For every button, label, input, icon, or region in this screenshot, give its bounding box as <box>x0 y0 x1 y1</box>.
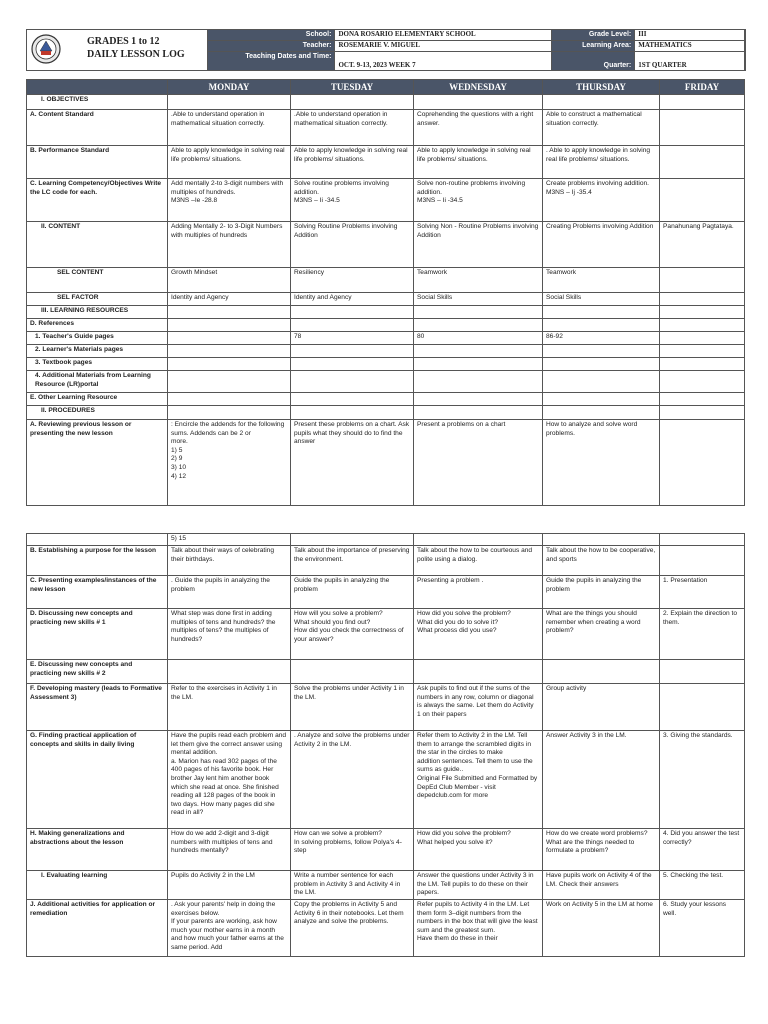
cell-monday <box>168 345 291 358</box>
cell-thursday: How to analyze and solve word problems. <box>543 420 660 506</box>
cell-wednesday: Talk about the how to be courteous and polite using a dialog. <box>414 546 543 576</box>
row-label: SEL FACTOR <box>27 293 168 306</box>
row-label: B. Performance Standard <box>27 146 168 179</box>
row-label: A. Content Standard <box>27 110 168 146</box>
cell-monday: . Ask your parents' help in doing the exercises below. If your parents are working, ask how much your mother earns in a month and how much your father earns at the same period. Add <box>168 900 291 957</box>
cell-thursday: Group activity <box>543 684 660 731</box>
lesson-table-part2 <box>26 533 745 957</box>
cell-tuesday: Solve the problems under Activity 1 in the LM. <box>291 684 414 731</box>
cell-wednesday <box>414 306 543 319</box>
table2-row <box>27 546 745 576</box>
row-label: C. Learning Competency/Objectives Write the LC code for each. <box>27 179 168 222</box>
table1-row <box>27 293 745 306</box>
cell-monday <box>168 660 291 684</box>
cell-friday <box>660 393 745 406</box>
cell-friday: 1. Presentation <box>660 576 745 609</box>
day-header-monday: MONDAY <box>168 80 291 95</box>
row-label: C. Presenting examples/instances of the new lesson <box>27 576 168 609</box>
cell-thursday: What are the things you should remember when creating a word problem? <box>543 609 660 660</box>
row-label: SEL CONTENT <box>27 268 168 293</box>
table1-row <box>27 306 745 319</box>
cell-tuesday: Identity and Agency <box>291 293 414 306</box>
cell-wednesday <box>414 660 543 684</box>
cell-wednesday <box>414 95 543 110</box>
grade-value: III <box>635 30 745 41</box>
cell-tuesday: Talk about the importance of preserving the environment. <box>291 546 414 576</box>
cell-thursday <box>543 319 660 332</box>
cell-monday <box>168 393 291 406</box>
day-header-row <box>27 80 745 95</box>
cell-thursday: Create problems involving addition. M3NS – Ij -35.4 <box>543 179 660 222</box>
deped-seal-logo <box>31 32 61 66</box>
dates-label: Teaching Dates and Time: <box>208 52 335 71</box>
cell-friday: 2. Explain the direction to them. <box>660 609 745 660</box>
cell-wednesday: Teamwork <box>414 268 543 293</box>
cell-thursday <box>543 406 660 420</box>
table1-row <box>27 319 745 332</box>
cell-wednesday: Solve non-routine problems involving addition. M3NS – Ii -34.5 <box>414 179 543 222</box>
cell-friday <box>660 293 745 306</box>
cell-monday: Able to apply knowledge in solving real life problems/ situations. <box>168 146 291 179</box>
cell-monday <box>168 332 291 345</box>
cell-thursday <box>543 306 660 319</box>
table2-row <box>27 609 745 660</box>
cell-monday <box>168 371 291 393</box>
cell-tuesday: .Able to understand operation in mathematical situation correctly. <box>291 110 414 146</box>
header-info-table <box>207 29 745 71</box>
cell-monday: Pupils do Activity 2 in the LM <box>168 871 291 900</box>
cell-friday: 5. Checking the test. <box>660 871 745 900</box>
row-label: E. Discussing new concepts and practicing new skills # 2 <box>27 660 168 684</box>
cell-thursday: Able to construct a mathematical situation correctly. <box>543 110 660 146</box>
row-label: I. OBJECTIVES <box>27 95 168 110</box>
day-header-thursday: THURSDAY <box>543 80 660 95</box>
cell-friday <box>660 406 745 420</box>
cell-monday: . Guide the pupils in analyzing the problem <box>168 576 291 609</box>
table1-row <box>27 358 745 371</box>
row-label: H. Making generalizations and abstractions about the lesson <box>27 829 168 871</box>
table2-row <box>27 534 745 546</box>
cell-friday: Panahunang Pagtataya. <box>660 222 745 268</box>
cell-thursday <box>543 345 660 358</box>
teacher-value: ROSEMARIE V. MIGUEL <box>335 41 551 52</box>
cell-wednesday: Solving Non - Routine Problems involving Addition <box>414 222 543 268</box>
cell-monday: Identity and Agency <box>168 293 291 306</box>
cell-friday <box>660 179 745 222</box>
cell-monday <box>168 358 291 371</box>
row-label: 2. Learner's Materials pages <box>27 345 168 358</box>
row-label: I. Evaluating learning <box>27 871 168 900</box>
cell-tuesday <box>291 371 414 393</box>
cell-friday: 3. Giving the standards. <box>660 731 745 829</box>
cell-tuesday: 78 <box>291 332 414 345</box>
cell-friday: 4. Did you answer the test correctly? <box>660 829 745 871</box>
cell-monday: : Encircle the addends for the following sums. Addends can be 2 or more. 1) 5 2) 9 3) 10 4) 12 <box>168 420 291 506</box>
cell-wednesday <box>414 319 543 332</box>
cell-monday <box>168 95 291 110</box>
cell-thursday: Talk about the how to be cooperative, and sports <box>543 546 660 576</box>
row-label: A. Reviewing previous lesson or presenting the new lesson <box>27 420 168 506</box>
cell-tuesday <box>291 306 414 319</box>
table2-row <box>27 871 745 900</box>
cell-thursday: Work on Activity 5 in the LM at home <box>543 900 660 957</box>
cell-thursday: . Able to apply knowledge in solving real life problems/ situations. <box>543 146 660 179</box>
table1-row <box>27 406 745 420</box>
cell-thursday: Guide the pupils in analyzing the problem <box>543 576 660 609</box>
cell-monday: Add mentally 2-to 3-digit numbers with multiples of hundreds. M3NS –Ie -28.8 <box>168 179 291 222</box>
row-label: F. Developing mastery (leads to Formative Assessment 3) <box>27 684 168 731</box>
day-header-friday: FRIDAY <box>660 80 745 95</box>
row-label: 3. Textbook pages <box>27 358 168 371</box>
cell-tuesday: Solving Routine Problems involving Addition <box>291 222 414 268</box>
cell-friday <box>660 110 745 146</box>
cell-wednesday: Presenting a problem . <box>414 576 543 609</box>
row-label: E. Other Learning Resource <box>27 393 168 406</box>
row-label: G. Finding practical application of concepts and skills in daily living <box>27 731 168 829</box>
row-label: J. Additional activities for application or remediation <box>27 900 168 957</box>
cell-wednesday: Present a problems on a chart <box>414 420 543 506</box>
cell-wednesday: How did you solve the problem? What did you do to solve it? What process did you use? <box>414 609 543 660</box>
cell-thursday <box>543 358 660 371</box>
table1-row <box>27 110 745 146</box>
doc-title-log: DAILY LESSON LOG <box>87 49 185 60</box>
cell-tuesday <box>291 358 414 371</box>
cell-tuesday: Able to apply knowledge in solving real life problems/ situations. <box>291 146 414 179</box>
cell-tuesday: Solve routine problems involving addition. M3NS – Ii -34.5 <box>291 179 414 222</box>
cell-thursday: Answer Activity 3 in the LM. <box>543 731 660 829</box>
table1-row <box>27 420 745 506</box>
row-label: II. CONTENT <box>27 222 168 268</box>
row-label: III. LEARNING RESOURCES <box>27 306 168 319</box>
table2-row <box>27 731 745 829</box>
cell-tuesday <box>291 406 414 420</box>
table2-row <box>27 900 745 957</box>
table1-row <box>27 345 745 358</box>
cell-thursday <box>543 660 660 684</box>
doc-title-grades: GRADES 1 to 12 <box>87 36 160 47</box>
table1-row <box>27 95 745 110</box>
cell-thursday <box>543 393 660 406</box>
table1-row <box>27 146 745 179</box>
cell-wednesday <box>414 534 543 546</box>
cell-friday <box>660 306 745 319</box>
row-label: 4. Additional Materials from Learning Resource (LR)portal <box>27 371 168 393</box>
cell-thursday <box>543 534 660 546</box>
grade-label: Grade Level: <box>551 30 635 41</box>
cell-tuesday <box>291 319 414 332</box>
cell-tuesday <box>291 393 414 406</box>
cell-monday: Refer to the exercises in Activity 1 in the LM. <box>168 684 291 731</box>
cell-monday <box>168 306 291 319</box>
cell-friday <box>660 146 745 179</box>
cell-monday: What step was done first in adding multiples of tens and hundreds? the multiples of tens? the multiples of hundreds? <box>168 609 291 660</box>
row-label: D. Discussing new concepts and practicing new skills # 1 <box>27 609 168 660</box>
cell-wednesday: Ask pupils to find out if the sums of the numbers in any row, column or diagonal is always the same. Let them do Activity 1 on their papers <box>414 684 543 731</box>
school-value: DONA ROSARIO ELEMENTARY SCHOOL <box>335 30 551 41</box>
cell-thursday: Creating Problems involving Addition <box>543 222 660 268</box>
cell-wednesday <box>414 345 543 358</box>
cell-friday <box>660 332 745 345</box>
row-label: B. Establishing a purpose for the lesson <box>27 546 168 576</box>
cell-tuesday: Write a number sentence for each problem in Activity 3 and Activity 4 in the LM. <box>291 871 414 900</box>
cell-friday <box>660 546 745 576</box>
cell-wednesday: Coprehending the questions with a right answer. <box>414 110 543 146</box>
cell-tuesday <box>291 345 414 358</box>
cell-monday: Adding Mentally 2- to 3-Digit Numbers with multiples of hundreds <box>168 222 291 268</box>
cell-wednesday: Able to apply knowledge in solving real life problems/ situations. <box>414 146 543 179</box>
cell-friday <box>660 420 745 506</box>
cell-monday: 5) 15 <box>168 534 291 546</box>
cell-wednesday: 80 <box>414 332 543 345</box>
cell-friday <box>660 319 745 332</box>
learning-area-value: MATHEMATICS <box>635 41 745 52</box>
table2-row <box>27 829 745 871</box>
row-label: 1. Teacher's Guide pages <box>27 332 168 345</box>
cell-thursday: How do we create word problems? What are the things needed to formulate a problem? <box>543 829 660 871</box>
cell-wednesday <box>414 358 543 371</box>
cell-friday <box>660 95 745 110</box>
cell-friday <box>660 345 745 358</box>
cell-tuesday: Resiliency <box>291 268 414 293</box>
cell-friday <box>660 660 745 684</box>
row-label <box>27 534 168 546</box>
cell-tuesday <box>291 660 414 684</box>
cell-tuesday: Present these problems on a chart. Ask pupils what they should do to find the answer <box>291 420 414 506</box>
day-header-blank <box>27 80 168 95</box>
learning-area-label: Learning Area: <box>551 41 635 52</box>
cell-thursday: Social Skills <box>543 293 660 306</box>
cell-thursday: Teamwork <box>543 268 660 293</box>
table1-row <box>27 179 745 222</box>
cell-monday: Talk about their ways of celebrating their birthdays. <box>168 546 291 576</box>
cell-friday <box>660 534 745 546</box>
cell-wednesday: Refer pupils to Activity 4 in the LM. Let them form 3–digit numbers from the numbers in the box that will give the least sum and the greatest sum. Have them do these in their <box>414 900 543 957</box>
cell-tuesday: Copy the problems in Activity 5 and Activity 6 in their notebooks. Let them analyze and solve the problems. <box>291 900 414 957</box>
quarter-label: Quarter: <box>551 52 635 71</box>
cell-friday <box>660 358 745 371</box>
teacher-label: Teacher: <box>208 41 335 52</box>
table2-row <box>27 576 745 609</box>
cell-wednesday: How did you solve the problem? What helped you solve it? <box>414 829 543 871</box>
row-label: II. PROCEDURES <box>27 406 168 420</box>
cell-tuesday <box>291 95 414 110</box>
school-label: School: <box>208 30 335 41</box>
table1-row <box>27 332 745 345</box>
cell-thursday <box>543 95 660 110</box>
cell-monday <box>168 319 291 332</box>
cell-tuesday: . Analyze and solve the problems under Activity 2 in the LM. <box>291 731 414 829</box>
cell-thursday: Have pupils work on Activity 4 of the LM. Check their answers <box>543 871 660 900</box>
cell-tuesday: How will you solve a problem? What should you find out? How did you check the correctness of your answer? <box>291 609 414 660</box>
table1-row <box>27 371 745 393</box>
cell-friday <box>660 684 745 731</box>
cell-wednesday <box>414 393 543 406</box>
table1-row <box>27 222 745 268</box>
cell-wednesday <box>414 371 543 393</box>
cell-thursday: 86-92 <box>543 332 660 345</box>
dates-value: OCT. 9-13, 2023 WEEK 7 <box>335 52 551 71</box>
cell-monday: .Able to understand operation in mathematical situation correctly. <box>168 110 291 146</box>
cell-tuesday: Guide the pupils in analyzing the problem <box>291 576 414 609</box>
day-header-tuesday: TUESDAY <box>291 80 414 95</box>
cell-wednesday: Refer them to Activity 2 in the LM. Tell them to arrange the scrambled digits in the star in the circles to make addition sentences. Tell them to use the sums as guide.. Original File Submitted and Formatted by DepEd Club Member - visit depedclub.com for more <box>414 731 543 829</box>
cell-wednesday: Social Skills <box>414 293 543 306</box>
table1-row <box>27 268 745 293</box>
cell-friday: 6. Study your lessons well. <box>660 900 745 957</box>
cell-monday <box>168 406 291 420</box>
cell-monday: Have the pupils read each problem and let them give the correct answer using mental addition. a. Marion has read 302 pages of the 400 pages of his favorite book. Her brother Jay lent him another book which she read at once. She finished reading all 128 pages of the book in two days. How many pages did she read in all? <box>168 731 291 829</box>
cell-wednesday <box>414 406 543 420</box>
quarter-value: 1ST QUARTER <box>635 52 745 71</box>
table2-row <box>27 684 745 731</box>
table2-row <box>27 660 745 684</box>
cell-wednesday: Answer the questions under Activity 3 in the LM. Tell pupils to do these on their papers. <box>414 871 543 900</box>
cell-friday <box>660 268 745 293</box>
row-label: D. References <box>27 319 168 332</box>
cell-monday: How do we add 2-digit and 3-digit numbers with multiples of tens and hundreds mentally? <box>168 829 291 871</box>
cell-monday: Growth Mindset <box>168 268 291 293</box>
cell-thursday <box>543 371 660 393</box>
day-header-wednesday: WEDNESDAY <box>414 80 543 95</box>
table1-row <box>27 393 745 406</box>
document-header <box>26 29 746 71</box>
lesson-table-part1 <box>26 79 745 506</box>
cell-tuesday <box>291 534 414 546</box>
cell-tuesday: How can we solve a problem? In solving problems, follow Polya's 4-step <box>291 829 414 871</box>
cell-friday <box>660 371 745 393</box>
